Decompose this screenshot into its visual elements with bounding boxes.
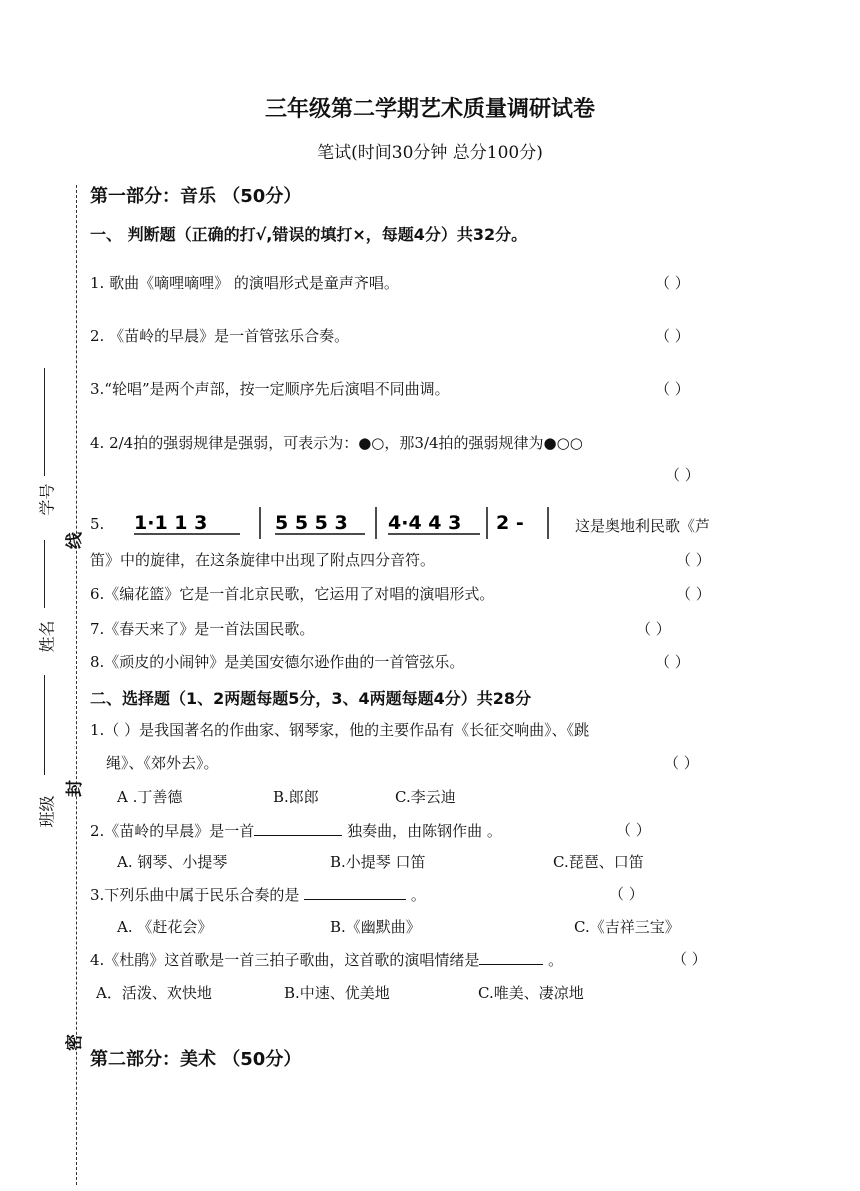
choice-q4-pre: 4.《杜鹃》这首歌是一首三拍子歌曲，这首歌的演唱情绪是 [90,951,480,969]
choice-q3-answer[interactable]: （ ） [609,885,644,903]
judge-q8-answer[interactable]: （ ） [655,653,690,671]
choice-q4-blank[interactable] [479,948,543,965]
part1-heading: 第一部分：音乐 （50分） [90,186,302,207]
judge-q4-answer[interactable]: （ ） [665,466,700,484]
banji-blank [44,675,45,775]
choice-q2-post: 独奏曲，由陈钢作曲 。 [342,822,502,840]
page-title: 三年级第二学期艺术质量调研试卷 [264,97,595,122]
judge-q5-answer[interactable]: （ ） [676,551,711,569]
judge-q8: 8.《顽皮的小闹钟》是美国安德尔逊作曲的一首管弦乐。 [90,653,465,671]
notation-bar-1: 1·1 1 3 [134,512,208,534]
judge-q2-answer[interactable]: （ ） [655,327,690,345]
choice-q2-answer[interactable]: （ ） [616,821,651,839]
choice-q1-option-c[interactable]: C.李云迪 [395,788,456,806]
choice-q3 [90,883,426,905]
choice-q3-pre: 3.下列乐曲中属于民乐合奏的是 [90,886,305,904]
judge-q7-answer[interactable]: （ ） [636,620,671,638]
choice-q4-answer[interactable]: （ ） [672,950,707,968]
choice-q3-post: 。 [406,886,426,904]
choice-q1-line1: 1.（ ）是我国著名的作曲家、钢琴家，他的主要作品有《长征交响曲》、《跳 [90,721,590,739]
choice-q1-answer[interactable]: （ ） [664,754,699,772]
choice-q3-blank[interactable] [304,883,406,900]
part2-heading: 第二部分：美术 （50分） [90,1049,302,1070]
binding-mi: 密 [65,1034,85,1051]
choice-q4-option-a[interactable]: A．活泼、欢快地 [96,984,212,1002]
judge-q2: 2. 《苗岭的早晨》是一首管弦乐合奏。 [90,327,350,345]
choice-q4 [90,948,563,970]
judge-q5-number: 5. [90,515,105,533]
section1-heading: 一、 判断题（正确的打√,错误的填打×，每题4分）共32分。 [90,225,528,244]
choice-q2-pre: 2.《苗岭的早晨》是一首 [90,822,255,840]
xingming-label: 姓名 [37,620,57,653]
binding-feng: 封 [65,780,85,797]
notation-bar-3: 4·4 4 3 [388,512,462,534]
judge-q6: 6.《编花篮》它是一首北京民歌，它运用了对唱的演唱形式。 [90,585,495,603]
binding-xian: 线 [65,532,85,549]
choice-q3-option-c[interactable]: C.《吉祥三宝》 [574,918,680,936]
judge-q5-text-a: 这是奥地利民歌《芦 [575,517,711,535]
choice-q1-option-b[interactable]: B.郎郎 [273,788,319,806]
judge-q3: 3.“轮唱”是两个声部，按一定顺序先后演唱不同曲调。 [90,380,450,398]
xuehao-label: 学号 [37,483,57,516]
judge-q7: 7.《春天来了》是一首法国民歌。 [90,620,315,638]
xuehao-blank [44,368,45,476]
choice-q2-option-a[interactable]: A. 钢琴、小提琴 [117,853,228,871]
judge-q1: 1. 歌曲《嘀哩嘀哩》 的演唱形式是童声齐唱。 [90,274,399,292]
choice-q3-option-b[interactable]: B.《幽默曲》 [330,918,421,936]
choice-q4-option-c[interactable]: C.唯美、凄凉地 [478,984,584,1002]
xingming-blank [44,540,45,608]
judge-q6-answer[interactable]: （ ） [676,585,711,603]
choice-q1-option-a[interactable]: A .丁善德 [117,788,183,806]
choice-q2-blank[interactable] [254,819,342,836]
choice-q2-option-c[interactable]: C.琵琶、口笛 [553,853,644,871]
choice-q2 [90,819,502,841]
judge-q4: 4. 2/4拍的强弱规律是强弱，可表示为：●○，那3/4拍的强弱规律为●○○ [90,434,583,452]
judge-q3-answer[interactable]: （ ） [655,380,690,398]
choice-q3-option-a[interactable]: A. 《赶花会》 [117,918,213,936]
notation-bar-2: 5 5 5 3 [275,512,348,534]
section2-heading: 二、选择题（1、2两题每题5分，3、4两题每题4分）共28分 [90,689,532,708]
melody-notation [130,505,560,539]
choice-q1-line2: 绳》、《郊外去》。 [106,754,219,772]
judge-q1-answer[interactable]: （ ） [655,274,690,292]
choice-q2-option-b[interactable]: B.小提琴 口笛 [330,853,426,871]
banji-label: 班级 [37,795,57,828]
page-subtitle: 笔试(时间30分钟 总分100分) [317,143,543,163]
notation-bar-4: 2 - [496,512,524,534]
judge-q5-text-b: 笛》中的旋律，在这条旋律中出现了附点四分音符。 [90,551,436,569]
choice-q4-post: 。 [543,951,564,969]
choice-q4-option-b[interactable]: B.中速、优美地 [284,984,390,1002]
